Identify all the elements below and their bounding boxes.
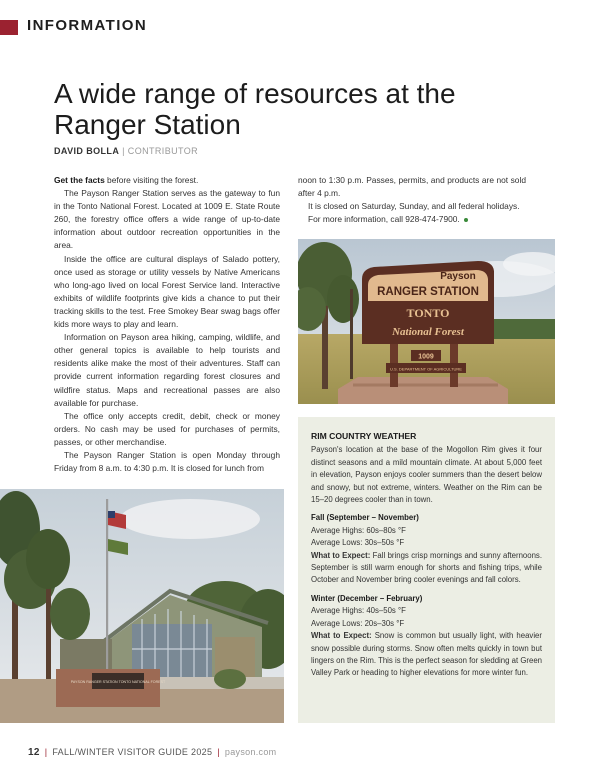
section-accent-bar (0, 20, 18, 35)
byline-role: CONTRIBUTOR (127, 146, 199, 156)
article-column-2 (298, 174, 526, 226)
fall-expect-label: What to Expect: (311, 550, 371, 560)
sidebar-title: RIM COUNTRY WEATHER (311, 431, 417, 441)
article-column-1 (54, 174, 280, 475)
sidebar-intro: Payson's location at the base of the Mogollon Rim gives it four distinct seasons and a mild mountain climate. At about 5,000 feet in elevation, Payson enjoys cooler summers than the desert below and snowy, but not extreme, winters. Weather on the Rim can be 15–20 degrees cooler than in town. (311, 445, 542, 505)
article-lead-rest: before visiting the forest. (104, 175, 199, 185)
sign-line-2: RANGER STATION (377, 286, 479, 298)
winter-expect-text: Snow is common but usually light, with heavier snow possible during storms. Snow often melts quickly in town but lingers on the Rim. This is the perfect season for sledding at Green Valley Park or heading to higher elevations for more winter fun. (311, 631, 542, 678)
sign-line-3: TONTO (406, 306, 450, 320)
sign-number: 1009 (418, 353, 434, 361)
fall-lows: Average Lows: 30s–50s °F (311, 538, 405, 548)
article-paragraph (298, 213, 526, 226)
contact-text: For more information, call 928-474-7900. (308, 214, 460, 225)
ranger-station-sign-photo (298, 239, 555, 404)
winter-expect-label: What to Expect: (311, 631, 372, 641)
sign-dept: U.S. DEPARTMENT OF AGRICULTURE (390, 366, 462, 372)
winter-lows: Average Lows: 20s–30s °F (311, 618, 405, 628)
fall-heading: Fall (September – November) (311, 513, 419, 523)
publication-name: FALL/WINTER VISITOR GUIDE 2025 (52, 747, 213, 757)
ranger-station-building-photo (0, 489, 284, 723)
website-link[interactable]: payson.com (224, 747, 277, 757)
winter-heading: Winter (December – February) (311, 593, 423, 603)
byline-separator: | (122, 146, 125, 156)
building-photo-illustration (0, 489, 284, 723)
winter-expect (311, 630, 542, 680)
fall-expect-text: Fall brings crisp mornings and sunny afternoons. September is still warm enough for shorts and fishing trips, while October and November bring cooler evenings and fall colors. (311, 550, 542, 585)
end-mark-icon (464, 218, 468, 222)
headline: A wide range of resources at the Ranger Station (54, 78, 456, 140)
winter-highs: Average Highs: 40s–50s °F (311, 606, 406, 616)
page-number: 12 (28, 747, 40, 758)
page-footer (28, 747, 276, 758)
fall-expect (311, 550, 542, 587)
article-paragraph: The office only accepts credit, debit, check or money orders. No cash may be used for purchases of permits, passes, or other merchandise. (54, 410, 280, 447)
article-paragraph: The Payson Ranger Station is open Monday through Friday from 8 a.m. to 4:30 p.m. It is closed for lunch from (54, 449, 280, 474)
byline (54, 146, 198, 156)
article-paragraph: The Payson Ranger Station serves as the gateway to fun in the Tonto National Forest. Located at 1009 E. State Route 260, the forestry office offers a wide range of up-to-date information about outdoor recreation opportunities in the area. (54, 188, 280, 251)
sign-photo-illustration (298, 239, 555, 404)
byline-author: DAVID BOLLA (54, 146, 120, 156)
article-paragraph: Information on Payson area hiking, camping, wildlife, and other general topics is available to help tourists and residents alike make the most of their adventures. Staff can provide current information regarding forest closures and wildfire status. Maps and recreational passes are also available for purchase. (54, 332, 280, 408)
article-paragraph: Inside the office are cultural displays of Salado pottery, once used as storage or utility vessels by Native Americans who long-ago lived on local Forest Service land. Interactive exhibits of wildlife footprints give kids a chance to put their tracking skills to the test. Free Smokey Bear swag bags offer kids more ways to play and learn. (54, 253, 280, 330)
section-label: INFORMATION (27, 17, 148, 34)
article-lead (54, 174, 280, 187)
article-paragraph: noon to 1:30 p.m. Passes, permits, and products are not sold after 4 p.m. (298, 175, 526, 199)
footer-separator: | (44, 747, 48, 757)
fall-highs: Average Highs: 60s–80s °F (311, 525, 406, 535)
footer-separator: | (217, 747, 220, 757)
sign-line-4: National Forest (392, 326, 464, 338)
weather-sidebar (298, 417, 555, 723)
sign-line-1: Payson (440, 271, 476, 282)
building-sign-text: PAYSON RANGER STATION TONTO NATIONAL FOREST (70, 680, 166, 684)
article-paragraph: It is closed on Saturday, Sunday, and all federal holidays. (308, 201, 520, 212)
article-lead-bold: Get the facts (54, 175, 105, 185)
